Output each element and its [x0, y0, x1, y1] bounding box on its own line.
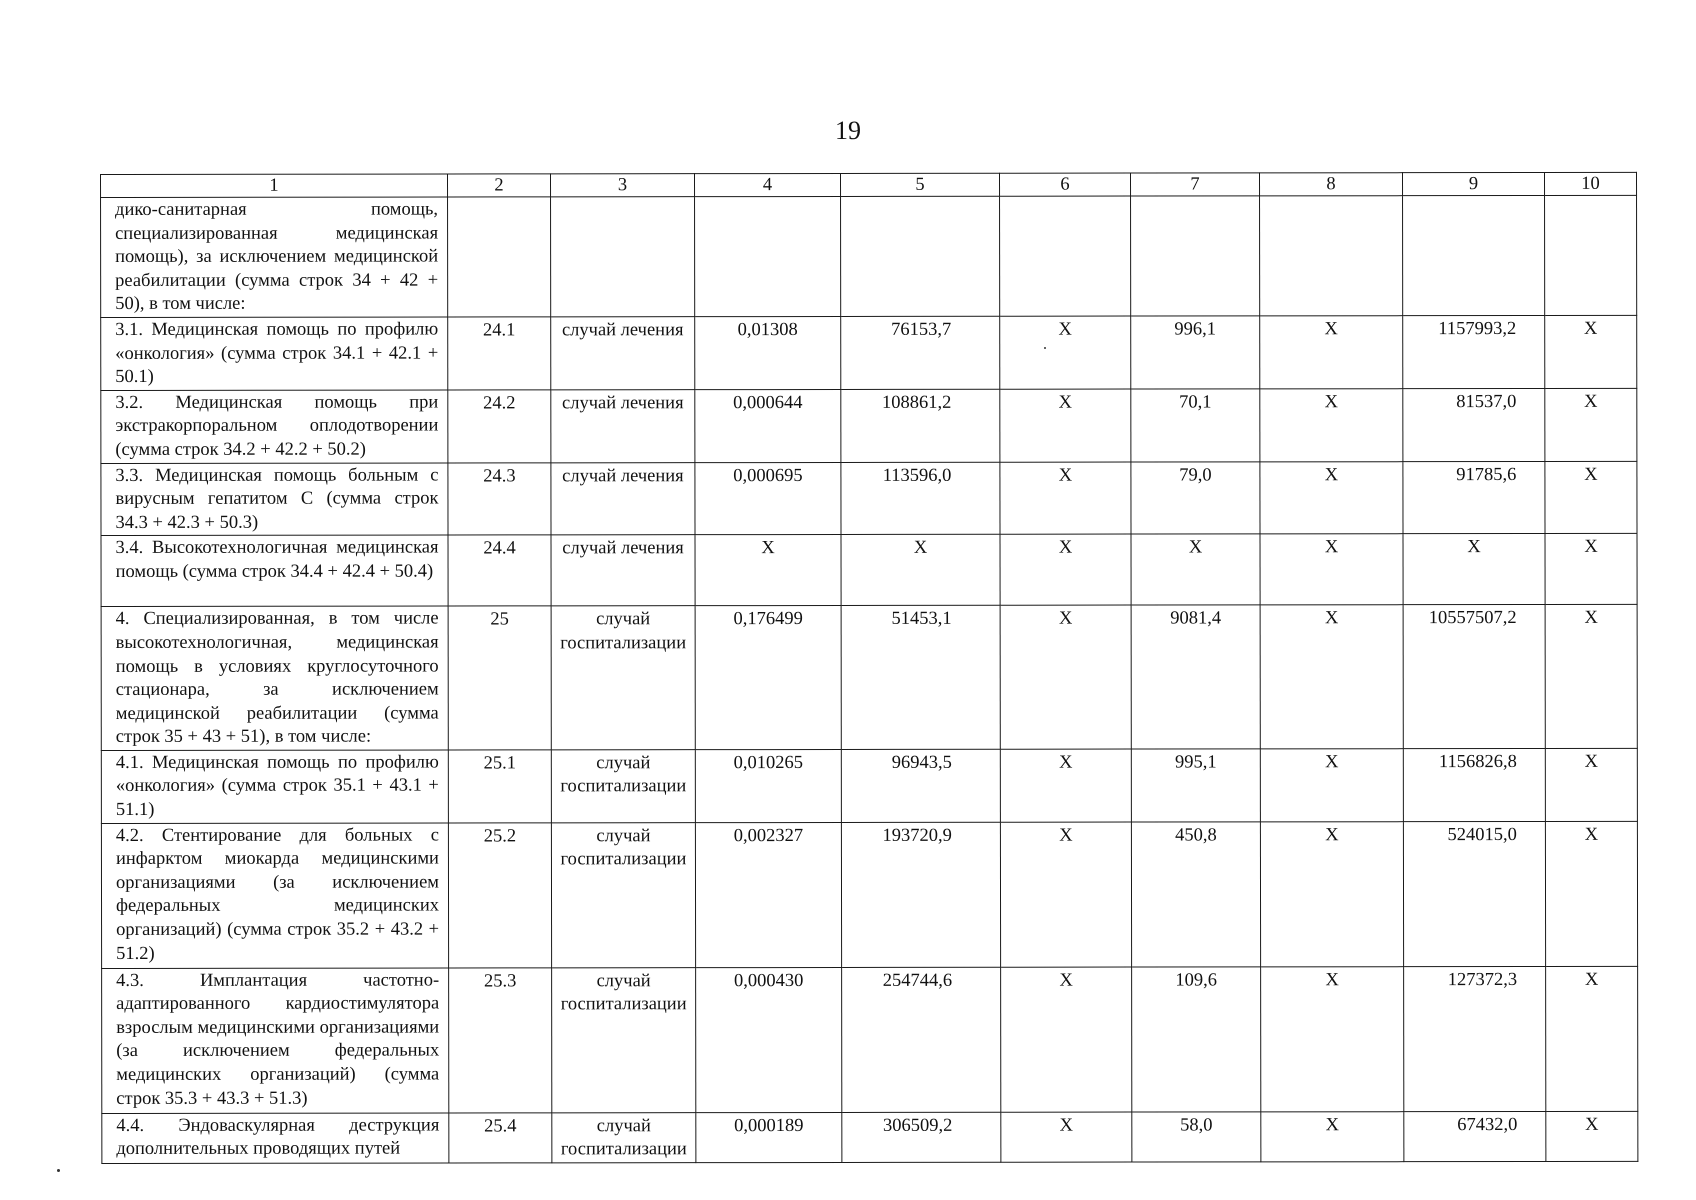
cell-col7: 450,8 — [1131, 822, 1260, 967]
row-unit: случай госпитализации — [551, 750, 695, 823]
cell-col4: X — [695, 535, 841, 606]
row-code: 24.1 — [448, 317, 551, 390]
row-code: 25 — [448, 606, 551, 750]
cell-col4: 0,000430 — [696, 967, 842, 1112]
table-row — [101, 821, 1637, 968]
row-unit: случай госпитализации — [552, 1112, 696, 1162]
cell-col6: X — [1000, 462, 1131, 535]
cell-col5: 51453,1 — [841, 606, 1000, 750]
cell-col7: 109,6 — [1132, 967, 1261, 1112]
cell-col7 — [1131, 196, 1260, 316]
row-code: 24.2 — [448, 390, 551, 463]
row-unit: случай лечения — [551, 535, 695, 606]
row-code: 24.4 — [448, 535, 551, 606]
cell-col4 — [695, 196, 841, 316]
cell-col7: 9081,4 — [1131, 605, 1260, 749]
cell-col4: 0,010265 — [695, 749, 841, 822]
cell-col7: 996,1 — [1131, 316, 1260, 389]
cell-col6: X — [1000, 534, 1131, 605]
table-row — [102, 1111, 1638, 1163]
cell-col5 — [841, 196, 1000, 316]
cell-col5: 254744,6 — [842, 967, 1001, 1112]
cell-col6: X — [1000, 605, 1131, 749]
cell-col7: 995,1 — [1131, 749, 1260, 822]
table-row — [101, 315, 1637, 390]
row-unit: случай госпитализации — [551, 606, 695, 750]
cell-col7: 70,1 — [1131, 389, 1260, 462]
row-description: 4.3. Имплантация частотно-адаптированного кардиостимулятора взрослым медицинскими организациями (за исключением федеральных медицинских организаций) (сумма строк 35.3 + 43.3 + 51.3) — [102, 968, 449, 1113]
cell-col10: X — [1545, 388, 1637, 461]
cell-col8: X — [1261, 1111, 1404, 1161]
table-row — [101, 461, 1637, 536]
cell-col6: X — [1001, 967, 1132, 1112]
cell-col6: X — [1000, 822, 1131, 967]
row-unit — [551, 197, 695, 317]
cell-col5: 76153,7 — [841, 316, 1000, 389]
column-header: 1 — [101, 174, 448, 197]
column-header: 4 — [695, 173, 841, 196]
table-row — [102, 966, 1638, 1113]
column-header: 3 — [551, 174, 695, 197]
page-number: 19 — [835, 116, 861, 145]
cell-col10: X — [1546, 1111, 1638, 1161]
cell-col8: X — [1260, 821, 1403, 966]
cell-col9: 524015,0 — [1403, 821, 1545, 966]
cell-col4: 0,000189 — [696, 1112, 842, 1162]
column-header: 7 — [1130, 173, 1259, 196]
row-unit: случай госпитализации — [551, 822, 695, 967]
row-code: 25.3 — [449, 968, 552, 1113]
row-description: 4. Специализированная, в том числе высокотехнологичная, медицинская помощь в условиях круглосуточного стационара, за исключением медицинской реабилитации (сумма строк 35 + 43 + 51), в том числе: — [101, 606, 448, 750]
cell-col7: 79,0 — [1131, 461, 1260, 534]
row-unit: случай госпитализации — [552, 967, 696, 1112]
cell-col6: X — [1001, 1112, 1132, 1162]
row-code: 25.1 — [448, 750, 551, 823]
cell-col8: X — [1260, 534, 1403, 605]
cell-col7: X — [1131, 534, 1260, 605]
cell-col8 — [1260, 196, 1403, 316]
cell-col9: 81537,0 — [1403, 388, 1545, 461]
cell-col10: X — [1546, 966, 1638, 1111]
row-description: дико-санитарная помощь, специализированная медицинская помощь), за исключением медицинской реабилитации (сумма строк 34 + 42 + 50), в том числе: — [101, 197, 448, 317]
row-description: 3.1. Медицинская помощь по профилю «онкология» (сумма строк 34.1 + 42.1 + 50.1) — [101, 317, 448, 390]
cell-col8: X — [1260, 749, 1403, 822]
cell-col5: 113596,0 — [841, 462, 1000, 535]
column-header: 6 — [999, 173, 1130, 196]
cell-col10: X — [1545, 748, 1637, 821]
cell-col4: 0,176499 — [695, 606, 841, 750]
column-header: 5 — [841, 173, 1000, 196]
table-row — [101, 605, 1637, 751]
row-unit: случай лечения — [551, 462, 695, 535]
cell-col4: 0,000695 — [695, 462, 841, 535]
table-row — [101, 748, 1637, 823]
table-row — [101, 534, 1637, 607]
scan-speck — [57, 1169, 60, 1172]
cell-col4: 0,002327 — [695, 822, 841, 967]
column-header: 2 — [448, 174, 551, 197]
row-description: 3.4. Высокотехнологичная медицинская помощь (сумма строк 34.4 + 42.4 + 50.4) — [101, 535, 448, 606]
cell-col10: X — [1545, 605, 1637, 749]
cell-col8: X — [1260, 461, 1403, 534]
cell-col6: X — [1000, 316, 1131, 389]
row-description: 3.2. Медицинская помощь при экстракорпоральном оплодотворении (сумма строк 34.2 + 42.2 + 50.2) — [101, 390, 448, 463]
cell-col9: 1156826,8 — [1403, 748, 1545, 821]
row-unit: случай лечения — [551, 389, 695, 462]
cell-col10 — [1545, 195, 1637, 315]
cell-col4: 0,01308 — [695, 316, 841, 389]
cell-col5: 96943,5 — [841, 749, 1000, 822]
cell-col10: X — [1545, 821, 1637, 966]
table-row — [101, 388, 1637, 463]
cell-col6 — [1000, 196, 1131, 316]
cell-col4: 0,000644 — [695, 389, 841, 462]
column-header: 8 — [1259, 173, 1402, 196]
cell-col9: X — [1403, 534, 1545, 605]
table-row — [101, 195, 1637, 317]
cell-col10: X — [1545, 461, 1637, 534]
cell-col10: X — [1545, 534, 1637, 605]
cell-col5: X — [841, 535, 1000, 606]
row-code: 25.2 — [448, 823, 551, 968]
row-unit: случай лечения — [551, 317, 695, 390]
column-number-row — [101, 172, 1637, 197]
row-code: 25.4 — [449, 1113, 552, 1163]
row-code: 24.3 — [448, 462, 551, 535]
cell-col5: 306509,2 — [842, 1112, 1001, 1162]
row-description: 4.1. Медицинская помощь по профилю «онкология» (сумма строк 35.1 + 43.1 + 51.1) — [101, 750, 448, 823]
row-description: 4.4. Эндоваскулярная деструкция дополнительных проводящих путей — [102, 1113, 449, 1164]
cell-col5: 108861,2 — [841, 389, 1000, 462]
cell-col9: 127372,3 — [1404, 966, 1546, 1111]
row-description: 4.2. Стентирование для больных с инфарктом миокарда медицинскими организациями (за исключением федеральных медицинских организаций) (сумма строк 35.2 + 43.2 + 51.2) — [101, 823, 448, 968]
cell-col9: 91785,6 — [1403, 461, 1545, 534]
cell-col8: X — [1260, 316, 1403, 389]
cell-col9: 67432,0 — [1404, 1111, 1546, 1161]
cell-col10: X — [1545, 315, 1637, 388]
cell-col7: 58,0 — [1132, 1112, 1261, 1162]
data-table — [100, 172, 1638, 1164]
cell-col9 — [1403, 195, 1545, 315]
scan-speck — [1044, 347, 1046, 349]
cell-col8: X — [1260, 605, 1403, 749]
column-header: 10 — [1544, 172, 1636, 195]
row-description: 3.3. Медицинская помощь больным с вирусным гепатитом С (сумма строк 34.3 + 42.3 + 50.3) — [101, 463, 448, 536]
cell-col8: X — [1260, 388, 1403, 461]
column-header: 9 — [1402, 172, 1544, 195]
cell-col6: X — [1000, 389, 1131, 462]
cell-col6: X — [1000, 749, 1131, 822]
cell-col8: X — [1261, 966, 1404, 1111]
cell-col5: 193720,9 — [841, 822, 1000, 967]
cell-col9: 10557507,2 — [1403, 605, 1545, 749]
cell-col9: 1157993,2 — [1403, 315, 1545, 388]
row-code — [448, 197, 551, 317]
